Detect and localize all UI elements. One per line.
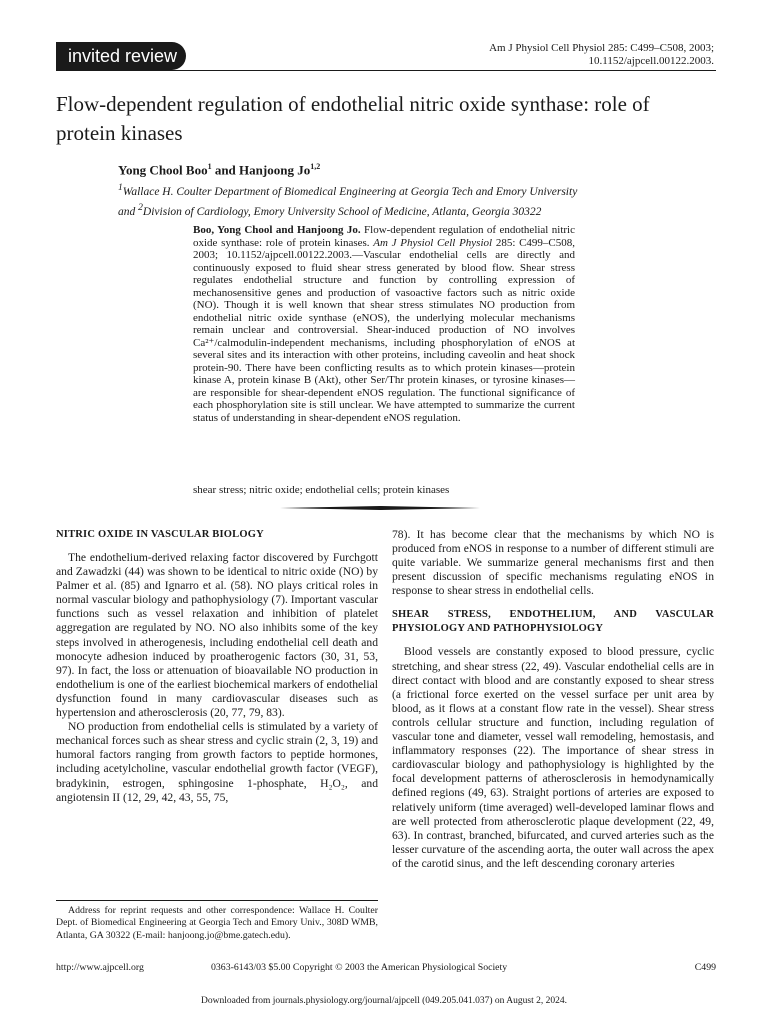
correspondence-footnote: Address for reprint requests and other correspondence: Wallace H. Coulter Dept. of Biomedical Engineering at Georgia Tech and Emory Univ., 308D WMB, Atlanta, GA 30322 (E-mail: hanjoong.jo@bme.gatech.edu). <box>56 905 378 941</box>
affiliation-2-text: Division of Cardiology, Emory University School of Medicine, Atlanta, Georgia 30322 <box>142 205 542 218</box>
footnote-rule <box>56 900 378 901</box>
affiliation-1-marker: 1 <box>118 182 123 193</box>
abstract-journal: Am J Physiol Cell Physiol <box>373 236 493 249</box>
section-heading-shear-stress: SHEAR STRESS, ENDOTHELIUM, AND VASCULAR PHYSIOLOGY AND PATHOPHYSIOLOGY <box>392 609 714 635</box>
abstract <box>193 224 575 424</box>
copyright-notice: 0363-6143/03 $5.00 Copyright © 2003 the American Physiological Society <box>211 962 508 973</box>
author-conjunction: and <box>214 162 236 178</box>
abstract-citation-rest: 285: C499–C508, 2003; 10.1152/ajpcell.00122.2003.— <box>193 236 576 261</box>
header-rule <box>56 70 716 71</box>
section-divider <box>280 506 480 510</box>
abstract-authors: Boo, Yong Chool and Hanjoong Jo. <box>193 224 361 236</box>
affiliation-2-prefix: and <box>118 205 136 218</box>
journal-reference <box>489 42 714 68</box>
author-2: Hanjoong Jo <box>239 162 311 178</box>
download-notice: Downloaded from journals.physiology.org/journal/ajpcell (049.205.041.037) on August 2, 2024. <box>201 996 567 1006</box>
article-title: Flow-dependent regulation of endothelial nitric oxide synthase: role of protein kinases <box>56 92 650 145</box>
page-number: C499 <box>694 962 716 973</box>
keywords: shear stress; nitric oxide; endothelial cells; protein kinases <box>193 484 450 496</box>
section-heading-nitric-oxide: NITRIC OXIDE IN VASCULAR BIOLOGY <box>56 529 264 540</box>
left-column <box>56 528 378 805</box>
right-column <box>392 528 714 871</box>
journal-reference-line2: 10.1152/ajpcell.00122.2003. <box>588 55 714 67</box>
paragraph: Blood vessels are constantly exposed to blood pressure, cyclic stretching, and shear stress (22, 49). Vascular endothelial cells are in direct contact with blood and are constantly exposed to shear stress (a frictional force exerted on the vessel surface per unit area by blood, as it flows at a constant flow rate in the vessel). Shear stress controls cellular structure and function, including regulation of vascular tone and diameter, vessel wall remodeling, hemostasis, and inflammatory responses (22). The importance of shear stress in cardiovascular biology and pathophysiology is highlighted by the focal development patterns of atherosclerosis in hemodynamically defined regions (49, 63). Straight portions of arteries are exposed to relatively uniform (time averaged) well-developed laminar flows and are well protected from atherosclerotic plaque development (22, 49, 63). In contrast, branched, bifurcated, and curved arteries such as the lesser curvature of the ascending aorta, the outer wall across the apex of the carotid sinus, and the left descending coronary arteries <box>392 645 714 870</box>
author-1-affil: 1 <box>207 162 212 171</box>
author-list <box>118 162 320 178</box>
paragraph: NO production from endothelial cells is stimulated by a variety of mechanical forces such as shear stress and cyclic strain (2, 3, 19) and humoral factors ranging from growth factors to peptide hormones, including acetylcholine, vascular endothelial growth factor (VEGF), bradykinin, estrogen, sphingosine 1-phosphate, H₂O₂, and angiotensin II (12, 29, 42, 43, 55, 75, <box>56 720 378 804</box>
paragraph: The endothelium-derived relaxing factor discovered by Furchgott and Zawadzki (44) was shown to be identical to nitric oxide (NO) by Palmer et al. (85) and Ignarro et al. (58). NO plays critical roles in normal vascular biology and pathophysiology (7). Important vascular functions such as vessel relaxation and inhibition of platelet aggregation are regulated by NO. NO also inhibits some of the key steps involved in atherogenesis, including endothelial cell death and monocyte adhesion induced by proatherogenic factors (30, 31, 53, 97). In fact, the loss or attenuation of bioavailable NO production in endothelium is one of the earliest biochemical markers of endothelial dysfunction found in many cardiovascular diseases such as hypertension and atherosclerosis (20, 77, 79, 83). <box>56 551 378 720</box>
abstract-body: Vascular endothelial cells are directly and continuously exposed to fluid shear stress generated by blood flow. Shear stress regulates endothelial structure and function by controlling expression of mechanosensitive genes and production of vasoactive factors such as nitric oxide (NO). Though it is well known that shear stress stimulates NO production from endothelial nitric oxide synthase (eNOS), the underlying molecular mechanisms remain unclear and controversial. Shear-induced production of NO involves Ca²⁺/calmodulin-independent mechanisms, including phosphorylation of eNOS at several sites and its interaction with other proteins, including caveolin and heat shock protein-90. There have been conflicting results as to which protein kinases—protein kinase A, protein kinase B (Akt), other Ser/Thr protein kinases, or tyrosine kinases—are responsible for shear-dependent eNOS regulation. The functional significance of each phosphorylation site is still unclear. We have attempted to summarize the current status of understanding in shear-dependent eNOS regulation. <box>193 249 575 424</box>
affiliations <box>118 180 718 220</box>
affiliation-1 <box>118 180 718 200</box>
author-2-affil: 1,2 <box>310 162 321 171</box>
article-type-badge: invited review <box>56 42 186 70</box>
journal-url[interactable]: http://www.ajpcell.org <box>56 962 144 973</box>
author-1: Yong Chool Boo <box>118 162 208 178</box>
abstract-citation-title: Flow-dependent regulation of endothelial nitric oxide synthase: role of protein kinases. <box>193 224 575 249</box>
affiliation-1-text: Wallace H. Coulter Department of Biomedical Engineering at Georgia Tech and Emory University <box>122 185 578 198</box>
affiliation-2-marker: 2 <box>138 201 143 213</box>
journal-reference-line1: Am J Physiol Cell Physiol 285: C499–C508, 2003; <box>489 42 714 54</box>
paragraph-continued: 78). It has become clear that the mechanisms by which NO is produced from eNOS in response to a number of different stimuli are quite variable. We summarize general mechanisms first and then present discussion of specific mechanisms regulating eNOS in response to shear stress in endothelial cells. <box>392 528 714 598</box>
affiliation-2 <box>118 200 718 220</box>
